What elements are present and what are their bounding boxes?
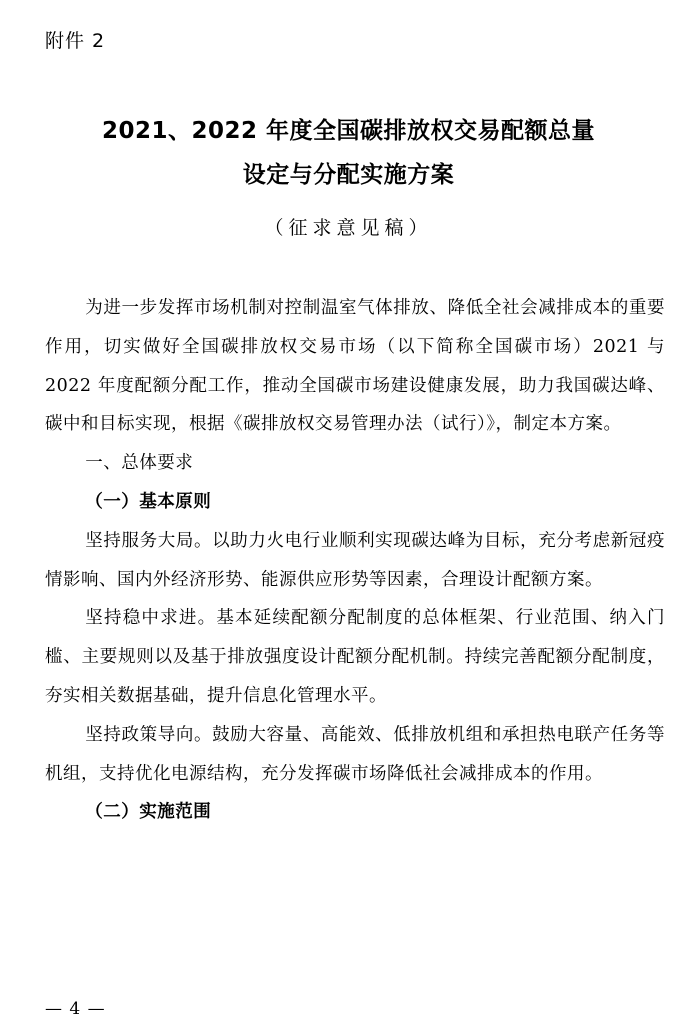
section-heading-general-requirements: 一、总体要求: [85, 453, 194, 474]
document-body: [45, 289, 665, 832]
subsection-heading-scope: （二）实施范围: [85, 802, 212, 823]
subsection-heading-basic-principles: （一）基本原则: [85, 491, 212, 512]
principle-paragraph-3: 坚持政策导向。鼓励大容量、高能效、低排放机组和承担热电联产任务等机组，支持优化电源结构，充分发挥碳市场降低社会减排成本的作用。: [45, 724, 665, 784]
intro-paragraph: 为进一步发挥市场机制对控制温室气体排放、降低全社会减排成本的重要作用，切实做好全国碳排放权交易市场（以下简称全国碳市场）2021 与 2022 年度配额分配工作，推动全国碳市场建设健康发展，助力我国碳达峰、碳中和目标实现，根据《碳排放权交易管理办法（试行）》，制定本方案。: [45, 298, 665, 435]
document-title-line2: 设定与分配实施方案: [242, 162, 455, 188]
draft-subtitle: （征求意见稿）: [264, 217, 433, 239]
principle-paragraph-2: 坚持稳中求进。基本延续配额分配制度的总体框架、行业范围、纳入门槛、主要规则以及基于排放强度设计配额分配机制。持续完善配额分配制度，夯实相关数据基础，提升信息化管理水平。: [45, 608, 665, 706]
attachment-label: 附件 2: [45, 30, 106, 52]
document-title-line1: 2021、2022 年度全国碳排放权交易配额总量: [101, 118, 596, 144]
principle-paragraph-1: 坚持服务大局。以助力火电行业顺利实现碳达峰为目标，充分考虑新冠疫情影响、国内外经济形势、能源供应形势等因素，合理设计配额方案。: [45, 530, 665, 590]
page-number: — 4 —: [45, 999, 106, 1019]
